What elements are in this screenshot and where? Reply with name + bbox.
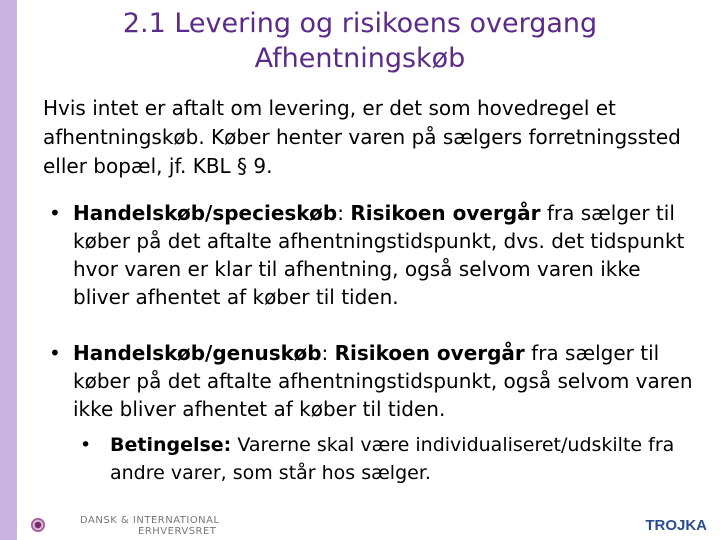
bullet-text [73, 199, 699, 311]
bullet-specieskob [49, 199, 699, 311]
bullet-term: Handelskøb/specieskøb [73, 201, 338, 225]
bullet-icon: • [80, 434, 92, 456]
bullet-term: Handelskøb/genuskøb [73, 341, 322, 365]
bullet-genuskob [49, 339, 699, 423]
slide-title-line1: 2.1 Levering og risikoens overgang [122, 8, 598, 39]
bullet-icon: • [49, 341, 61, 365]
footer-org-line2: ERHVERVSRET [138, 526, 217, 537]
slide-title-line2: Afhentningskøb [254, 43, 466, 74]
bullet-emphasis: Risikoen overgår [350, 201, 541, 225]
subbullet-condition [80, 431, 710, 487]
footer-org-line1: DANSK & INTERNATIONAL [80, 515, 220, 526]
footer-org-logo [80, 515, 220, 537]
footer-brand-logo: TROJKA [645, 517, 707, 534]
subbullet-label: Betingelse: [110, 434, 232, 456]
bullet-text [73, 339, 699, 423]
bullet-body: fra sælger til køber på det aftalte afhentningstidspunkt, dvs. det tidspunkt hvor varen er klar til afhentning, også selvom varen ikke bliver afhentet af køber til tiden. [73, 201, 685, 309]
slide-title [30, 6, 690, 76]
sidebar-accent-bar [0, 0, 17, 540]
bullet-colon: : [337, 201, 351, 225]
bullet-body: fra sælger til køber på det aftalte afhentningstidspunkt, også selvom varen ikke bliver afhentet af køber til tiden. [73, 341, 693, 421]
seal-logo-icon [31, 518, 45, 532]
bullet-emphasis: Risikoen overgår [334, 341, 525, 365]
intro-paragraph: Hvis intet er aftalt om levering, er det som hovedregel et afhentningskøb. Køber henter varen på sælgers forretningssted eller bopæl, jf. KBL § 9. [43, 96, 681, 178]
bullet-colon: : [321, 341, 335, 365]
subbullet-body: Varerne skal være individualiseret/udskilte fra andre varer, som står hos sælger. [110, 434, 675, 484]
bullet-icon: • [49, 201, 61, 225]
subbullet-text [110, 431, 710, 487]
